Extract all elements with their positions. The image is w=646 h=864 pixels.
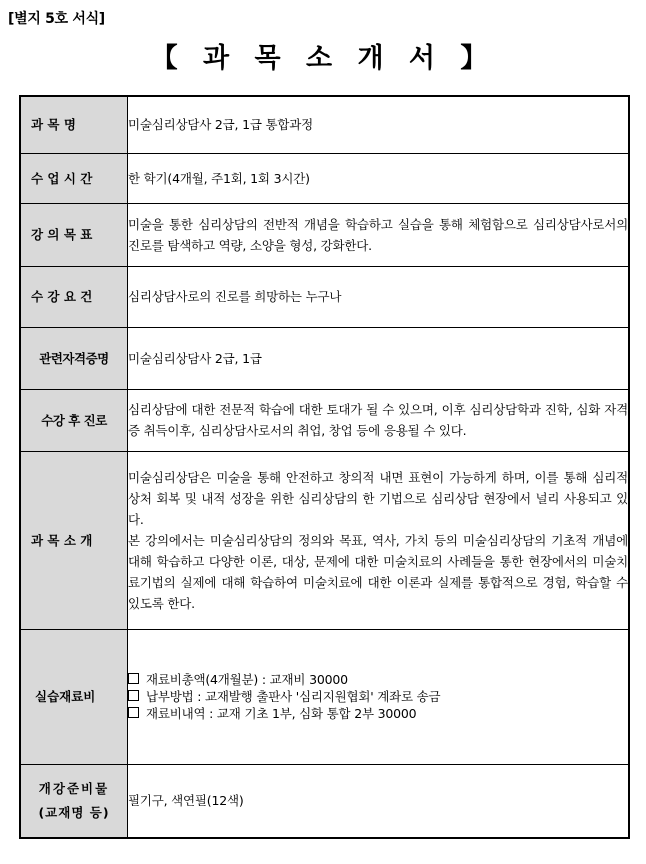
list-item: 재료비총액(4개월분) : 교재비 30000 bbox=[128, 671, 628, 688]
checkbox-icon bbox=[128, 690, 139, 701]
requirements-value: 심리상담사로의 진로를 희망하는 누구나 bbox=[128, 266, 630, 327]
course-intro-header: 과 목 소 개 bbox=[20, 451, 128, 629]
subject-name-header: 과 목 명 bbox=[20, 96, 128, 153]
class-hours-header: 수 업 시 간 bbox=[20, 153, 128, 203]
table-row bbox=[20, 96, 629, 153]
career-path-header: 수강 후 진로 bbox=[20, 389, 128, 451]
table-row bbox=[20, 764, 629, 838]
material-fee-value bbox=[128, 629, 630, 764]
checkbox-icon bbox=[128, 707, 139, 718]
certificate-value: 미술심리상담사 2급, 1급 bbox=[128, 327, 630, 389]
certificate-header: 관련자격증명 bbox=[20, 327, 128, 389]
form-number-label: [별지 5호 서식] bbox=[8, 11, 105, 27]
table-row bbox=[20, 451, 629, 629]
career-path-value: 심리상담에 대한 전문적 학습에 대한 토대가 될 수 있으며, 이후 심리상담학과 진학, 심화 자격증 취득이후, 심리상담사로서의 취업, 창업 등에 응용될 수 있다. bbox=[128, 389, 630, 451]
class-hours-value: 한 학기(4개월, 주1회, 1회 3시간) bbox=[128, 153, 630, 203]
list-item: 재료비내역 : 교재 기초 1부, 심화 통합 2부 30000 bbox=[128, 705, 628, 722]
subject-name-value: 미술심리상담사 2급, 1급 통합과정 bbox=[128, 96, 630, 153]
table-row bbox=[20, 389, 629, 451]
intro-paragraph-2: 본 강의에서는 미술심리상담의 정의와 목표, 역사, 가치 등의 미술심리상담의 기초적 개념에 대해 학습하고 다양한 이론, 대상, 문제에 대한 미술치료의 사례들을 통한 현장에서의 미술치료기법의 실제에 대해 학습하여 미술치료에 대한 이론과 실제를 통합적으로 경험, 학습할 수 있도록 한다. bbox=[128, 532, 628, 611]
table-row bbox=[20, 266, 629, 327]
table-row bbox=[20, 629, 629, 764]
document-title: 【 과 목 소 개 서 】 bbox=[150, 43, 496, 74]
course-objective-header: 강 의 목 표 bbox=[20, 203, 128, 266]
preparation-header: 개강준비물 (교재명 등) bbox=[20, 764, 128, 838]
intro-paragraph-1: 미술심리상담은 미술을 통해 안전하고 창의적 내면 표현이 가능하게 하며, 이를 통해 심리적 상처 회복 및 내적 성장을 위한 심리상담의 한 기법으로 심리상담 현장에서 널리 사용되고 있다. bbox=[128, 469, 628, 527]
preparation-value: 필기구, 색연필(12색) bbox=[128, 764, 630, 838]
table-row bbox=[20, 153, 629, 203]
material-fee-header: 실습재료비 bbox=[20, 629, 128, 764]
table-row bbox=[20, 327, 629, 389]
course-objective-value: 미술을 통한 심리상담의 전반적 개념을 학습하고 실습을 통해 체험함으로 심리상담사로서의 진로를 탐색하고 역량, 소양을 형성, 강화한다. bbox=[128, 203, 630, 266]
course-intro-value bbox=[128, 451, 630, 629]
requirements-header: 수 강 요 건 bbox=[20, 266, 128, 327]
course-info-table bbox=[19, 95, 630, 839]
table-row bbox=[20, 203, 629, 266]
checkbox-icon bbox=[128, 673, 139, 684]
list-item: 납부방법 : 교재발행 출판사 '심리지원협회' 계좌로 송금 bbox=[128, 688, 628, 705]
